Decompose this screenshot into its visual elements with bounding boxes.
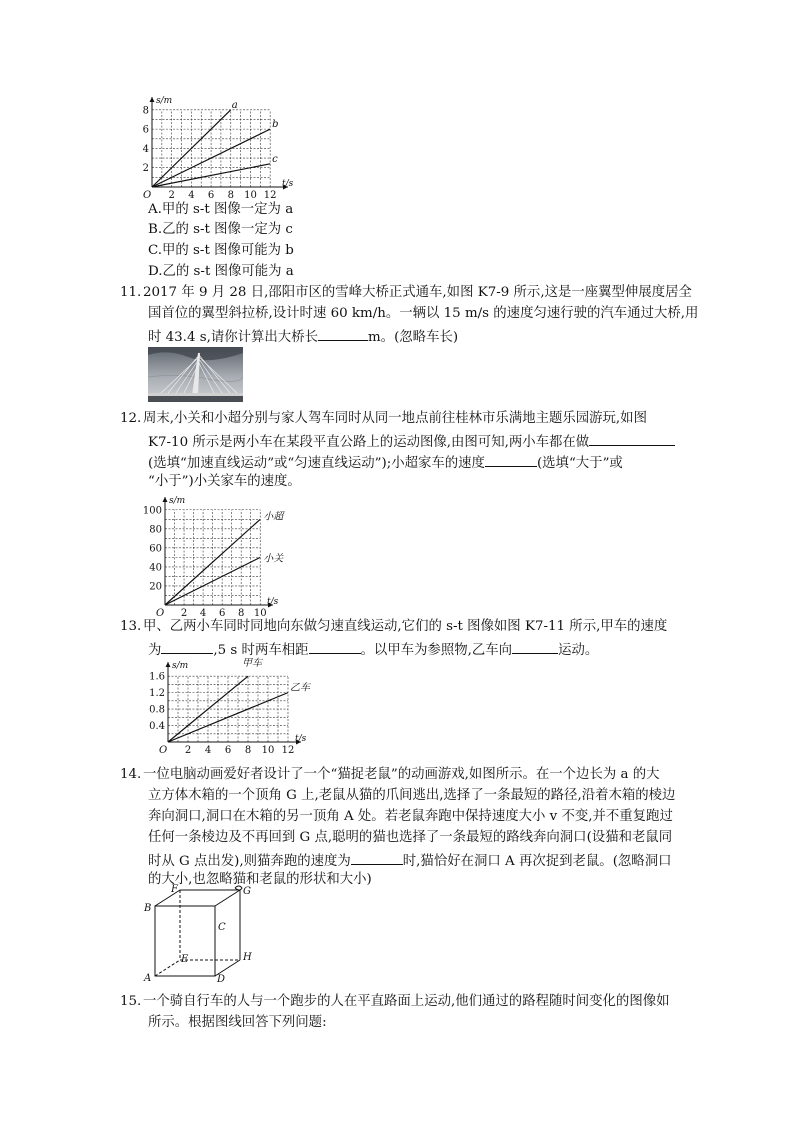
x-axis-label: t/s <box>295 734 307 744</box>
option-d: D.乙的 s-t 图像可能为 a <box>148 264 294 279</box>
chart-3-jia-yi <box>140 658 310 756</box>
q14-line5 <box>148 850 671 871</box>
q12-line3-tail: (选填“大于”或 <box>536 456 623 471</box>
series-label: a <box>231 99 238 111</box>
q13-line2-d: 运动。 <box>558 643 599 658</box>
series-label: 小超 <box>263 511 284 523</box>
bridge-photo <box>148 347 243 402</box>
cube-label: F <box>171 884 178 895</box>
x-axis-label: t/s <box>267 597 279 607</box>
y-tick-label: 8 <box>142 105 149 117</box>
chart-2-xiaochao-xiaoguan <box>140 490 310 619</box>
cube-label: H <box>243 952 252 963</box>
series-label: c <box>272 153 278 165</box>
origin-label: O <box>159 745 168 756</box>
y-tick-label: 4 <box>142 143 149 155</box>
x-tick-label: 4 <box>199 608 207 619</box>
cube-label: E <box>181 954 189 965</box>
series-label: b <box>272 119 279 131</box>
y-tick-label: 0.4 <box>149 721 165 733</box>
q12-number: 12. <box>120 411 142 426</box>
x-tick-label: 12 <box>263 190 277 201</box>
q12-motion-blank[interactable] <box>589 431 675 446</box>
q11-answer-blank[interactable] <box>318 326 368 341</box>
q12-line2-text: K7-10 所示是两小车在某段平直公路上的运动图像,由图可知,两小车都在做 <box>148 435 590 450</box>
y-tick-label: 60 <box>149 543 162 555</box>
q14-number: 14. <box>120 767 142 782</box>
q12-line2 <box>148 431 675 452</box>
q12-speed-blank[interactable] <box>485 452 537 467</box>
q11-line3 <box>148 326 458 347</box>
y-tick-label: 2 <box>142 163 149 175</box>
cube-figure <box>140 884 260 984</box>
x-tick-label: 6 <box>224 745 232 756</box>
series-line-0 <box>165 519 260 605</box>
y-tick-label: 0.8 <box>149 704 165 716</box>
cube-label: A <box>144 973 152 984</box>
cube-label: B <box>144 903 152 914</box>
x-tick-label: 2 <box>184 745 192 756</box>
q11-line3-tail: m。(忽略车长) <box>367 330 459 345</box>
x-tick-label: 8 <box>238 608 245 619</box>
q13-line2 <box>148 639 598 660</box>
q11-number: 11. <box>120 285 142 300</box>
q14-line1: 一位电脑动画爱好者设计了一个“猫捉老鼠”的动画游戏,如图所示。在一个边长为 a 的大 <box>143 767 660 782</box>
q11-line1: 2017 年 9 月 28 日,邵阳市区的雪峰大桥正式通车,如图 K7-9 所示,这是一座翼型伸展度居全 <box>143 285 692 300</box>
q15-line1: 一个骑自行车的人与一个跑步的人在平直路面上运动,他们通过的路程随时间变化的图像如 <box>143 994 670 1009</box>
x-tick-label: 2 <box>180 608 188 619</box>
y-tick-label: 20 <box>149 581 162 593</box>
q11-line3-text: 时 43.4 s,请你计算出大桥长 <box>148 330 318 345</box>
series-label: 小关 <box>263 553 284 565</box>
y-tick-label: 40 <box>149 562 162 574</box>
q13-distance-blank[interactable] <box>309 639 361 654</box>
q13-line2-b: ,5 s 时两车相距 <box>213 643 309 658</box>
cube-label: D <box>217 974 226 985</box>
y-tick-label: 1.6 <box>149 671 165 683</box>
origin-label: O <box>156 608 165 619</box>
q13-line2-a: 为 <box>148 643 162 658</box>
q11-line2: 国首位的翼型斜拉桥,设计时速 60 km/h。一辆以 15 m/s 的速度匀速行驶的汽车通过大桥,用 <box>148 306 699 321</box>
q14-line5-tail: 时,猫恰好在洞口 A 再次捉到老鼠。(忽略洞口 <box>402 854 672 869</box>
x-tick-label: 4 <box>204 745 212 756</box>
q14-cat-speed-blank[interactable] <box>351 850 403 865</box>
q13-line1: 甲、乙两小车同时同地向东做匀速直线运动,它们的 s-t 图像如图 K7-11 所示,甲车的速度 <box>143 619 668 634</box>
x-tick-label: 10 <box>253 608 267 619</box>
y-tick-label: 80 <box>149 524 162 536</box>
q13-direction-blank[interactable] <box>512 639 558 654</box>
x-tick-label: 12 <box>281 745 295 756</box>
series-label: 甲车 <box>242 658 262 670</box>
series-line-2 <box>152 164 270 187</box>
cube-label: C <box>218 922 226 933</box>
x-tick-label: 6 <box>207 190 215 201</box>
q14-line6: 的大小,也忽略猫和老鼠的形状和大小) <box>148 872 372 887</box>
q12-line4: “小于”)小关家车的速度。 <box>148 474 301 489</box>
q12-line1: 周末,小关和小超分别与家人驾车同时从同一地点前往桂林市乐满地主题乐园游玩,如图 <box>143 411 647 426</box>
y-axis-label: s/m <box>172 661 189 671</box>
y-tick-label: 100 <box>142 505 162 517</box>
y-axis-label: s/m <box>156 96 173 106</box>
y-axis-arrow <box>163 497 168 502</box>
option-c: C.甲的 s-t 图像可能为 b <box>148 243 294 258</box>
y-tick-label: 1.2 <box>149 688 165 700</box>
x-tick-label: 6 <box>218 608 226 619</box>
q13-line2-c: 。以甲车为参照物,乙车向 <box>360 643 513 658</box>
x-tick-label: 4 <box>188 190 195 201</box>
q12-line3-text: (选填“加速直线运动”或“匀速直线运动”);小超家车的速度 <box>148 456 485 471</box>
series-label: 乙车 <box>290 682 310 694</box>
q12-line3 <box>148 452 623 473</box>
x-tick-label: 8 <box>244 745 252 756</box>
y-axis-arrow <box>166 662 171 667</box>
x-tick-label: 8 <box>227 190 234 201</box>
x-tick-label: 10 <box>244 190 257 201</box>
cube-label: G <box>243 886 251 897</box>
y-tick-label: 6 <box>142 124 149 136</box>
x-axis-label: t/s <box>282 179 294 189</box>
q14-line4: 任何一条棱边及不再回到 G 点,聪明的猫也选择了一条最短的路线奔向洞口(设猫和老鼠同 <box>148 830 673 845</box>
option-a: A.甲的 s-t 图像一定为 a <box>148 202 294 217</box>
q14-line3: 奔向洞口,洞口在木箱的另一顶角 A 处。若老鼠奔跑中保持速度大小 v 不变,并不重复跑过 <box>148 809 673 824</box>
chart-1-abc <box>140 95 300 205</box>
q13-speed-blank[interactable] <box>161 639 213 654</box>
q13-number: 13. <box>120 619 142 634</box>
origin-label: O <box>143 190 152 201</box>
q15-number: 15. <box>120 994 142 1009</box>
y-axis-arrow <box>150 97 155 102</box>
y-axis-label: s/m <box>169 496 186 506</box>
option-b: B.乙的 s-t 图像一定为 c <box>148 222 293 237</box>
q15-line2: 所示。根据图线回答下列问题: <box>148 1015 327 1030</box>
q14-line2: 立方体木箱的一个顶角 G 上,老鼠从猫的爪间逃出,选择了一条最短的路径,沿着木箱的棱边 <box>148 788 676 803</box>
x-tick-label: 10 <box>261 745 275 756</box>
x-tick-label: 2 <box>168 190 175 201</box>
q14-line5-text: 时从 G 点出发),则猫奔跑的速度为 <box>148 854 351 869</box>
